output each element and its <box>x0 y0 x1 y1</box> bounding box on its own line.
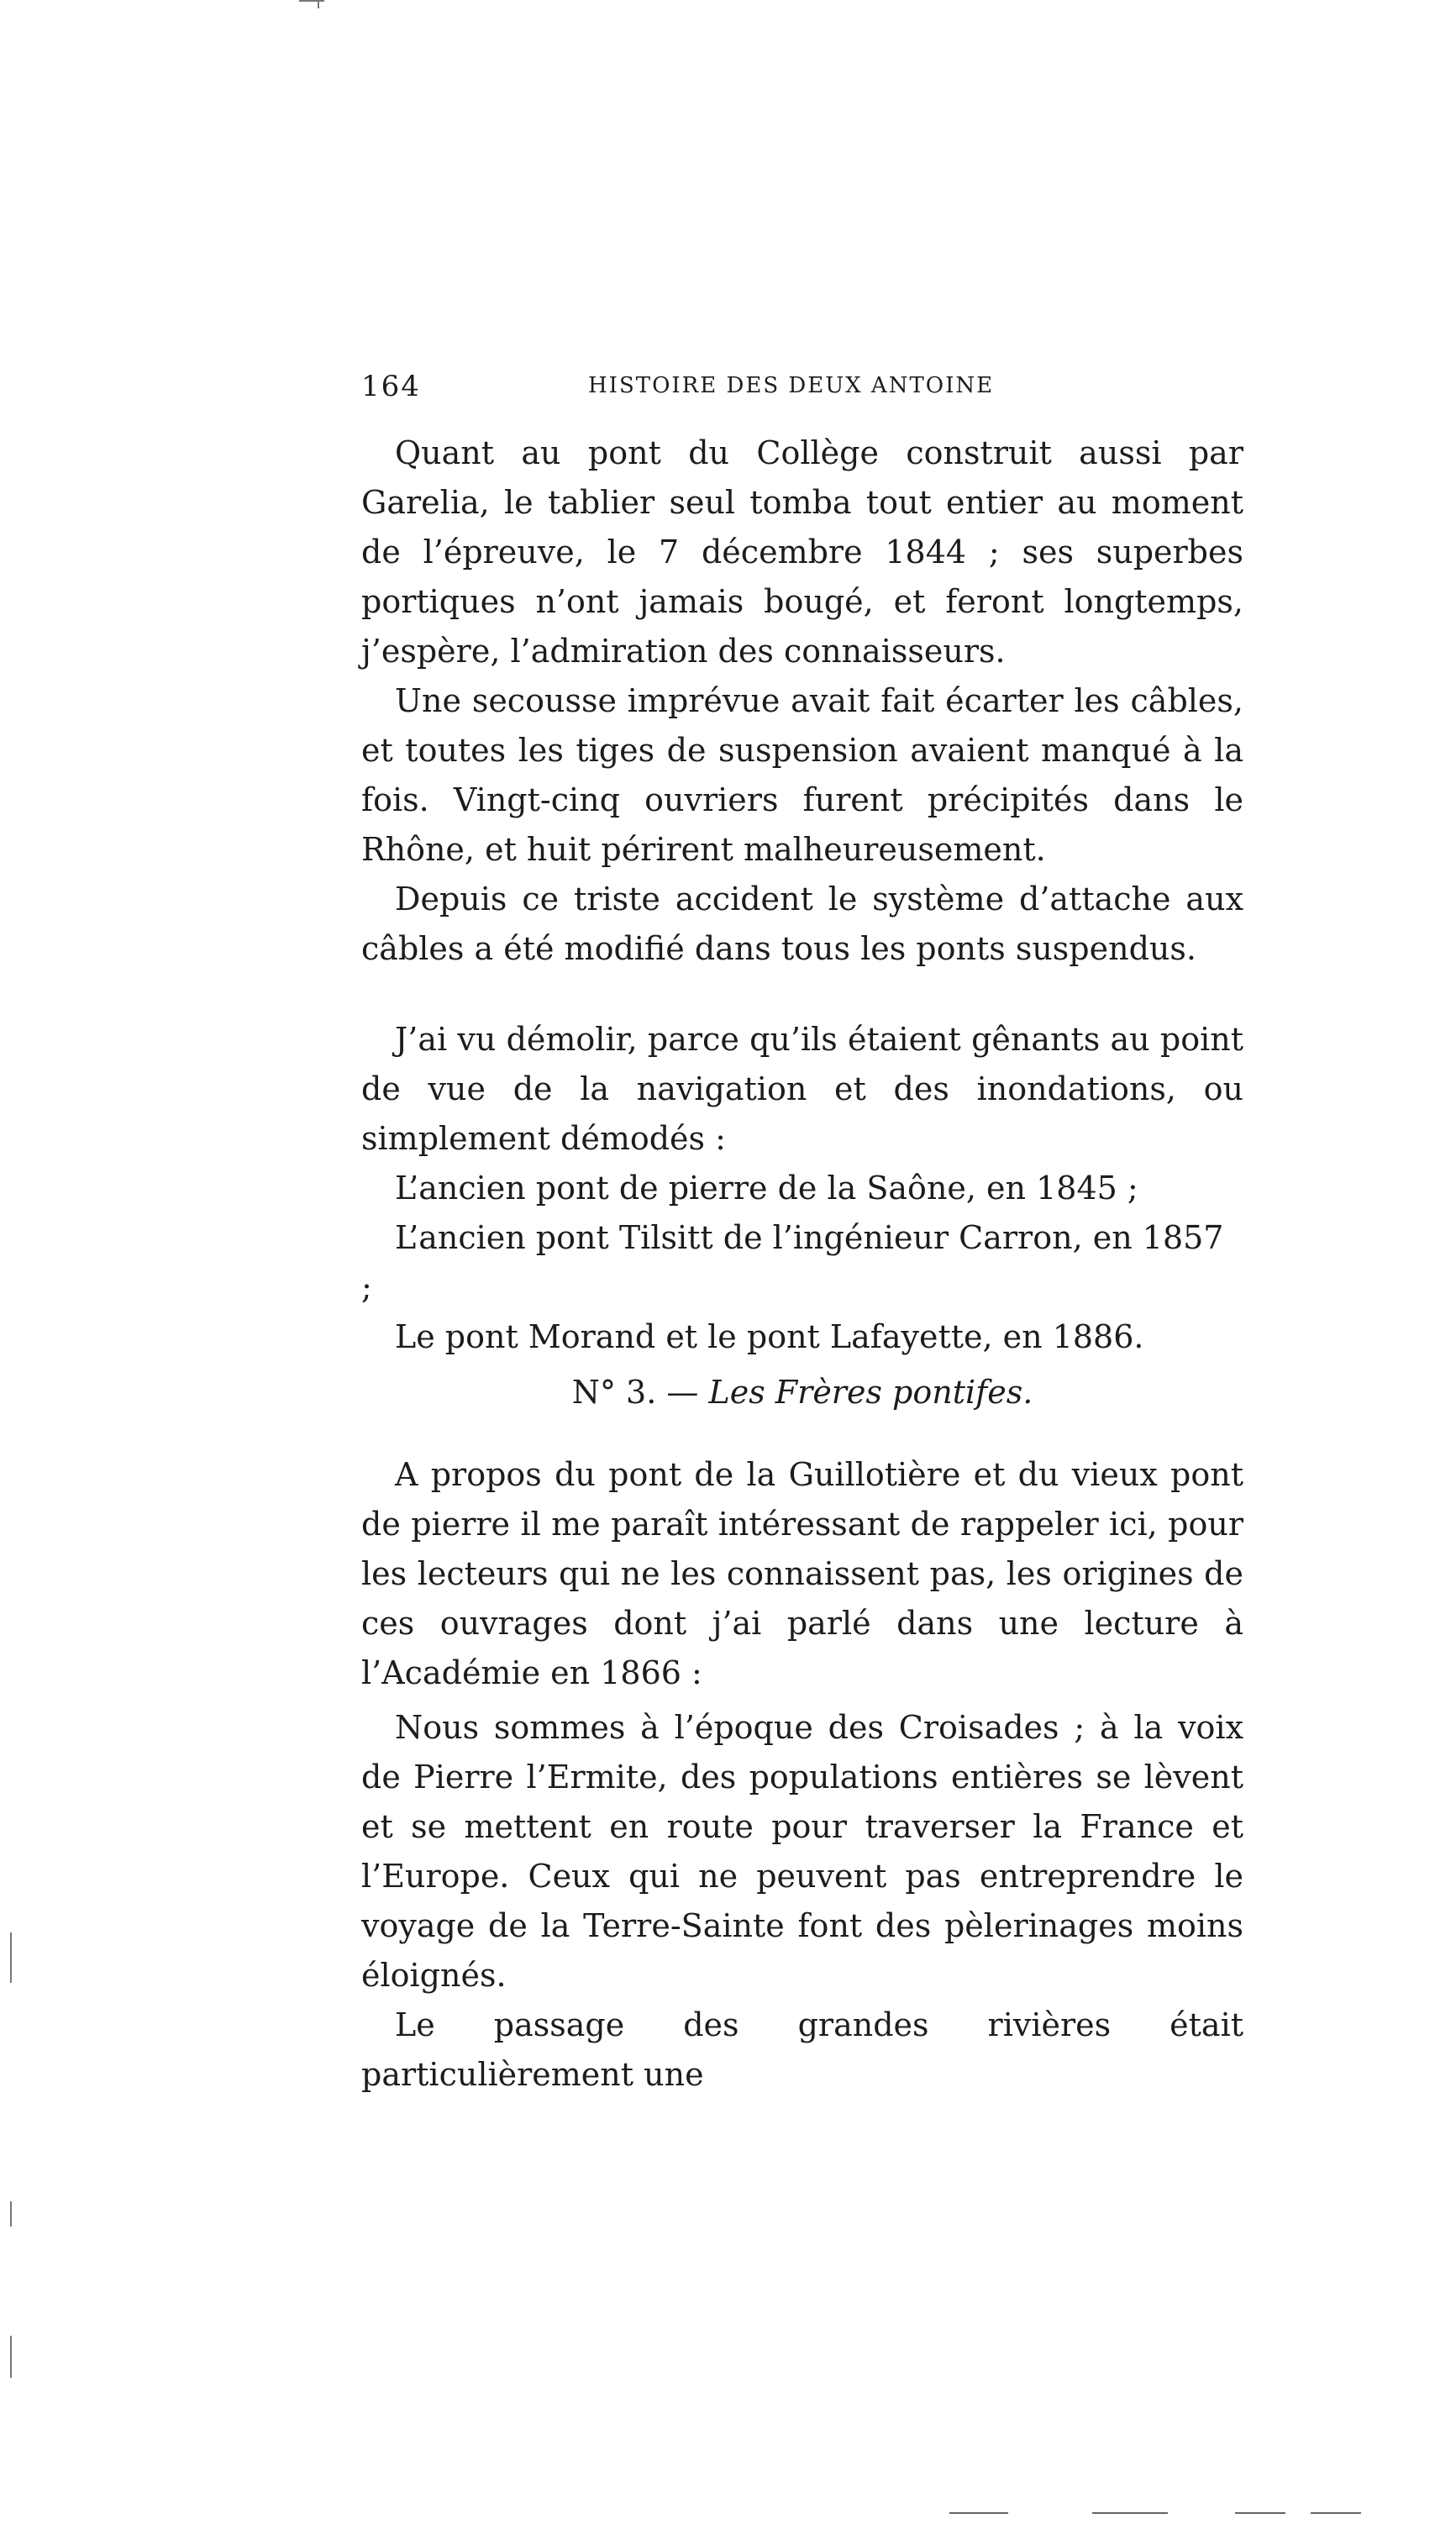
text-block-crusades <box>361 1703 1243 2100</box>
list-item: L’ancien pont Tilsitt de l’ingénieur Carron, en 1857 ; <box>361 1219 1224 1306</box>
paragraph: A propos du pont de la Guillotière et du vieux pont de pierre il me paraît intéressant de rappeler ici, pour les lecteurs qui ne les connaissent pas, les origines de ces ouvrages dont j’ai parlé dans une lecture à l’Académie en 1866 : <box>361 1456 1243 1691</box>
text-block-bridges <box>361 429 1243 974</box>
text-block-demolitions <box>361 1015 1243 1362</box>
paragraph: Le passage des grandes rivières était particulièrement une <box>361 2006 1243 2093</box>
paragraph: Nous sommes à l’époque des Croisades ; à la voix de Pierre l’Ermite, des populations entières se lèvent et se mettent en route pour traverser la France et l’Europe. Ceux qui ne peuvent pas entreprendre le voyage de la Terre-Sainte font des pèlerinages moins éloignés. <box>361 1709 1243 1994</box>
list-item: Le pont Morand et le pont Lafayette, en 1886. <box>395 1318 1144 1355</box>
text-block-intro <box>361 1450 1243 1698</box>
section-title: Les Frères pontifes. <box>708 1374 1033 1411</box>
paragraph: Une secousse imprévue avait fait écarter les câbles, et toutes les tiges de suspension avaient manqué à la fois. Vingt-cinq ouvriers furent précipités dans le Rhône, et huit périrent malheureusement. <box>361 682 1243 868</box>
scan-mark <box>299 0 324 2</box>
scan-rule <box>1235 2512 1285 2514</box>
section-heading <box>361 1368 1243 1417</box>
paragraph: Quant au pont du Collège construit aussi par Garelia, le tablier seul tomba tout entier au moment de l’épreuve, le 7 décembre 1844 ; ses superbes portiques n’ont jamais bougé, et feront longtemps, j’espère, l’admiration des connaisseurs. <box>361 434 1243 670</box>
scan-mark <box>318 0 319 8</box>
list-item: L’ancien pont de pierre de la Saône, en 1845 ; <box>395 1170 1138 1207</box>
page-header <box>361 370 1101 407</box>
scan-rule <box>1311 2512 1361 2514</box>
scan-mark <box>10 2336 12 2378</box>
scan-rule <box>949 2512 1008 2514</box>
scan-mark <box>10 2201 12 2227</box>
page-number: 164 <box>361 370 421 403</box>
section-number: N° 3. — <box>571 1374 699 1411</box>
paragraph: Depuis ce triste accident le système d’attache aux câbles a été modifié dans tous les ponts suspendus. <box>361 881 1243 967</box>
scan-rule <box>1092 2512 1168 2514</box>
paragraph: J’ai vu démolir, parce qu’ils étaient gênants au point de vue de la navigation et des inondations, ou simplement démodés : <box>361 1021 1243 1157</box>
running-title: HISTOIRE DES DEUX ANTOINE <box>588 373 995 398</box>
scan-mark <box>10 1932 12 1983</box>
